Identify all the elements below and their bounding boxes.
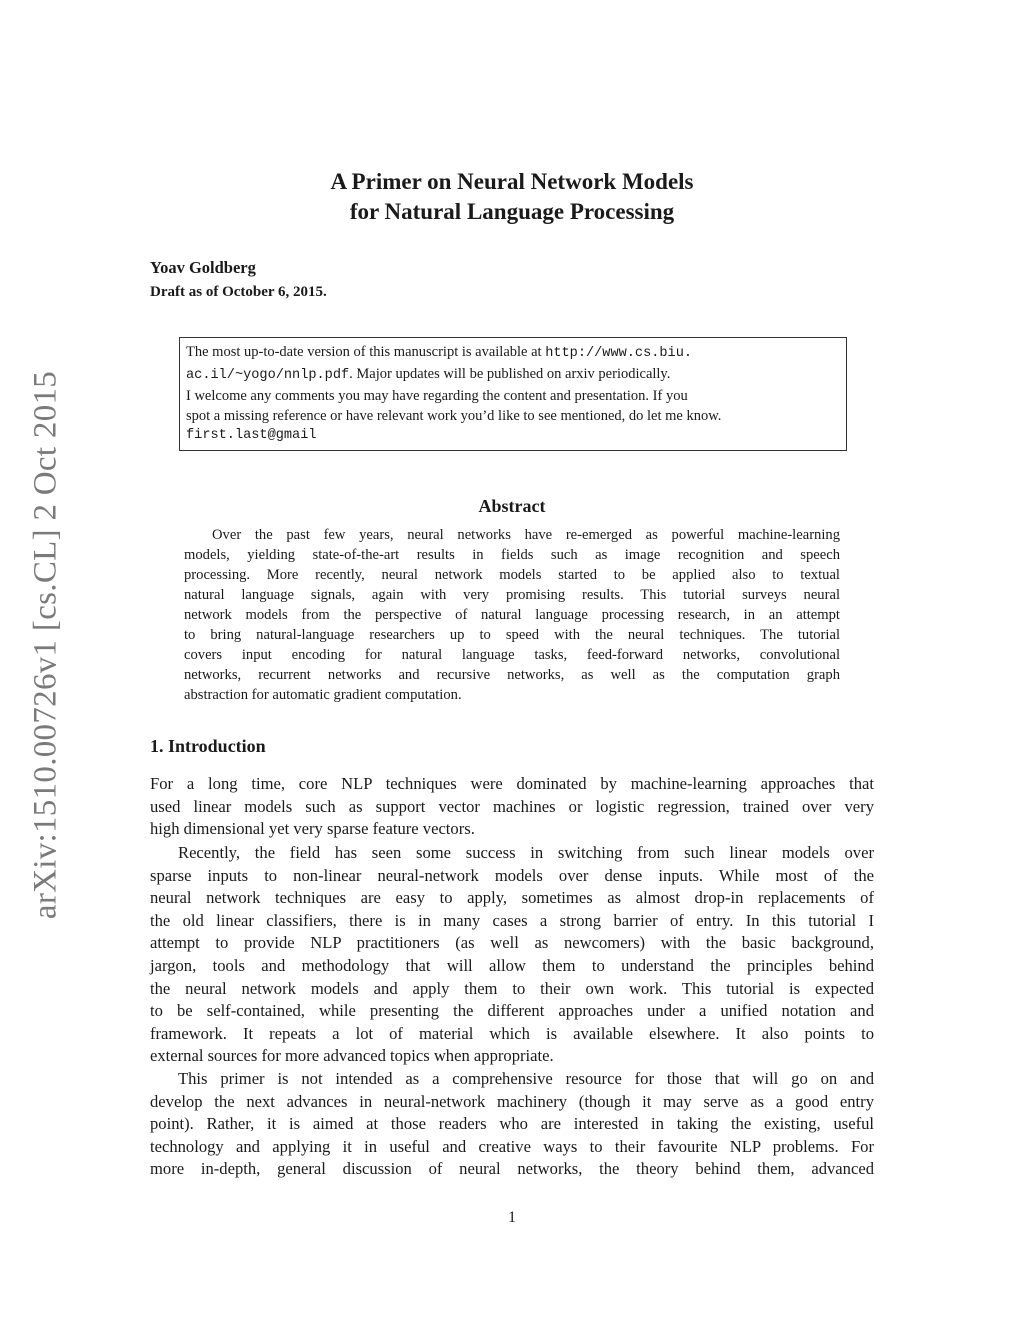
text-line: neural network techniques are easy to apply, sometimes as almost drop-in replacements of (150, 888, 874, 908)
abstract-line: abstraction for automatic gradient computation. (184, 687, 462, 703)
abstract-line: to bring natural-language researchers up to speed with the neural techniques. The tutorial (184, 627, 840, 643)
text-line: the old linear classifiers, there is in many cases a strong barrier of entry. In this tutorial I (150, 910, 874, 930)
abstract-line: natural language signals, again with very promising results. This tutorial surveys neural (184, 587, 840, 603)
notice-line-2: ac.il/~yogo/nnlp.pdf. Major updates will be published on arxiv periodically. (186, 366, 671, 383)
text-line: sparse inputs to non-linear neural-network models over dense inputs. While most of the (150, 865, 874, 885)
notice-line-1: The most up-to-date version of this manuscript is available at http://www.cs.biu. (186, 344, 693, 361)
abstract-line: processing. More recently, neural network models started to be applied also to textual (184, 567, 840, 583)
draft-date: Draft as of October 6, 2015. (150, 284, 327, 300)
arxiv-stamp: arXiv:1510.00726v1 [cs.CL] 2 Oct 2015 (27, 370, 64, 920)
text-line: the neural network models and apply them to their own work. This tutorial is expected (150, 978, 874, 998)
abstract-body (184, 525, 840, 705)
manuscript-link-cont[interactable]: ac.il/~yogo/nnlp.pdf (186, 368, 350, 383)
text-line: framework. It repeats a lot of material which is available elsewhere. It also points to (150, 1023, 874, 1043)
text-line: more in-depth, general discussion of neural networks, the theory behind them, advanced (150, 1159, 874, 1179)
author-name: Yoav Goldberg (150, 258, 256, 277)
title-line-2: for Natural Language Processing (349, 199, 675, 224)
text-line: develop the next advances in neural-network machinery (though it may serve as a good entry (150, 1091, 874, 1111)
abstract-line: networks, recurrent networks and recursive networks, as well as the computation graph (184, 667, 840, 683)
section-heading-introduction: 1. Introduction (150, 736, 266, 756)
text-line: high dimensional yet very sparse feature vectors. (150, 819, 475, 839)
abstract-line: models, yielding state-of-the-art results in fields such as image recognition and speech (184, 547, 840, 563)
text-line: point). Rather, it is aimed at those readers who are interested in taking the existing, useful (150, 1114, 874, 1134)
abstract-heading: Abstract (478, 496, 546, 516)
notice-box (179, 337, 847, 451)
text-line: Recently, the field has seen some success in switching from such linear models over (178, 843, 874, 862)
title-line-1: A Primer on Neural Network Models (330, 169, 694, 194)
abstract-line: Over the past few years, neural networks have re-emerged as powerful machine-learning (212, 527, 840, 543)
text-line: This primer is not intended as a comprehensive resource for those that will go on and (178, 1069, 874, 1088)
text-line: attempt to provide NLP practitioners (as well as newcomers) with the basic background, (150, 933, 874, 953)
paragraph-3 (150, 1068, 874, 1181)
paragraph-1 (150, 773, 874, 841)
text-line: jargon, tools and methodology that will allow them to understand the principles behind (150, 955, 874, 975)
abstract-line: network models from the perspective of natural language processing research, in an attempt (184, 607, 840, 623)
text-line: used linear models such as support vector machines or logistic regression, trained over very (150, 796, 874, 816)
contact-email[interactable]: first.last@gmail (186, 428, 317, 443)
text-line: to be self-contained, while presenting the different approaches under a unified notation and (150, 1001, 874, 1021)
notice-line-4: spot a missing reference or have relevant work you’d like to see mentioned, do let me know. (186, 408, 722, 424)
notice-line-3: I welcome any comments you may have regarding the content and presentation. If you (186, 388, 688, 404)
text-line: For a long time, core NLP techniques were dominated by machine-learning approaches that (150, 774, 874, 793)
page-number: 1 (508, 1209, 516, 1226)
paper-title (150, 167, 874, 227)
abstract-line: covers input encoding for natural language tasks, feed-forward networks, convolutional (184, 647, 840, 663)
text-line: technology and applying it in useful and creative ways to their favourite NLP problems. For (150, 1136, 874, 1156)
text-line: external sources for more advanced topics when appropriate. (150, 1046, 554, 1066)
manuscript-link[interactable]: http://www.cs.biu. (545, 346, 693, 361)
paragraph-2 (150, 842, 874, 1068)
